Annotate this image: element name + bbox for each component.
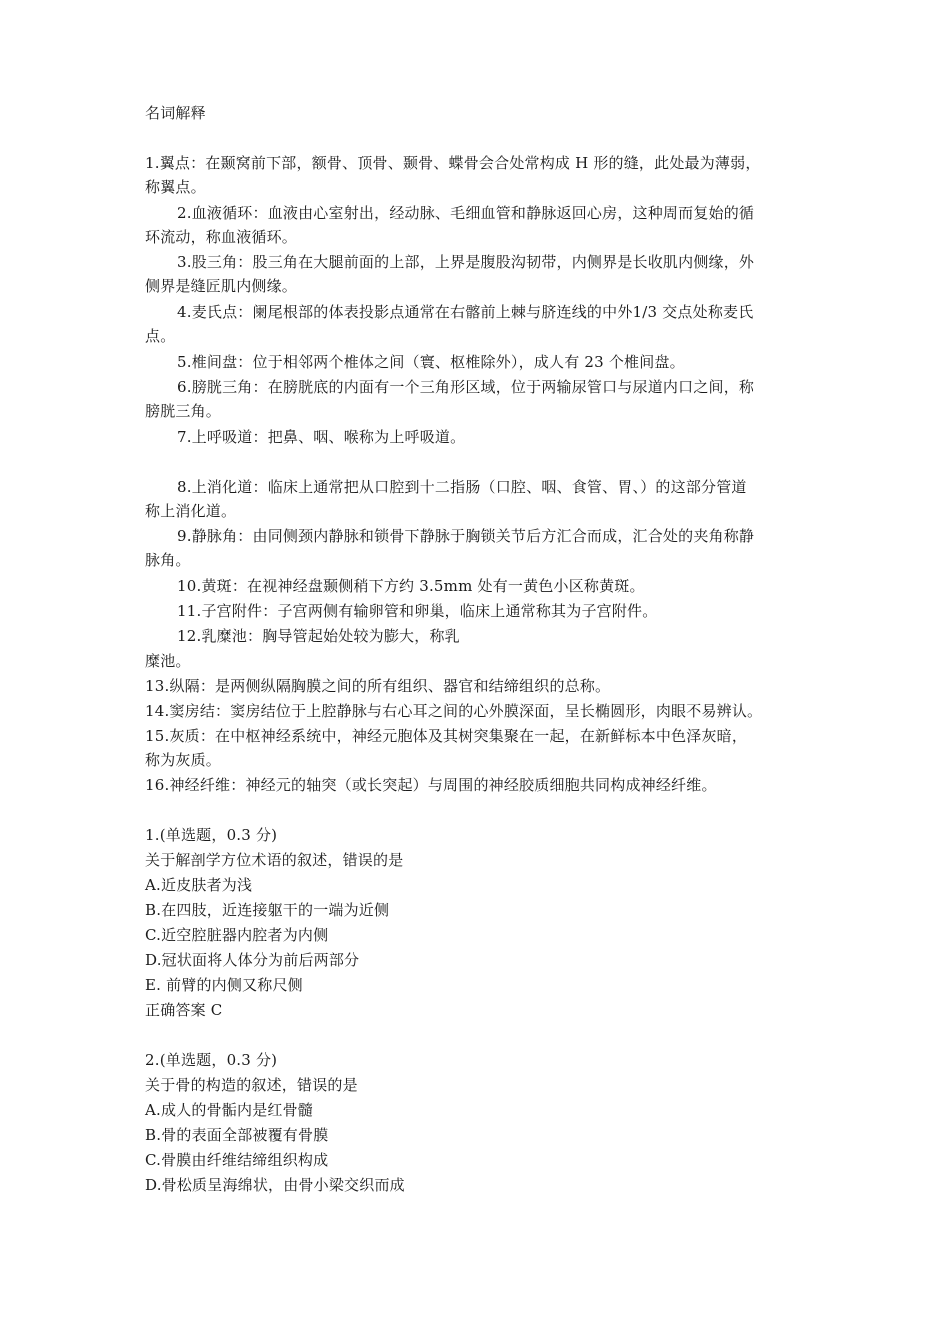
section-title: 名词解释: [145, 104, 206, 122]
definition-2-line-2: 环流动，称血液循环。: [145, 228, 298, 246]
definition-9-line-1: 9.静脉角：由同侧颈内静脉和锁骨下静脉于胸锁关节后方汇合而成，汇合处的夹角称静: [177, 527, 755, 545]
definition-5: 5.椎间盘：位于相邻两个椎体之间（寰、枢椎除外），成人有 23 个椎间盘。: [177, 353, 685, 371]
definition-12-line-1: 12.乳糜池：胸导管起始处较为膨大，称乳: [177, 627, 460, 645]
question-1-option-d: D.冠状面将人体分为前后两部分: [145, 951, 360, 969]
definition-1-line-1: 1.翼点：在颞窝前下部，额骨、顶骨、颞骨、蝶骨会合处常构成 H 形的缝，此处最为薄弱，: [145, 154, 761, 172]
question-1-option-a: A.近皮肤者为浅: [145, 876, 253, 894]
question-1-answer: 正确答案 C: [145, 1001, 223, 1019]
definition-10: 10.黄斑：在视神经盘颞侧稍下方约 3.5mm 处有一黄色小区称黄斑。: [177, 577, 645, 595]
definition-6-line-2: 膀胱三角。: [145, 402, 222, 420]
definition-8-line-1: 8.上消化道：临床上通常把从口腔到十二指肠（口腔、咽、食管、胃、）的这部分管道: [177, 478, 747, 496]
question-2-option-b: B.骨的表面全部被覆有骨膜: [145, 1126, 329, 1144]
question-2-header: 2.(单选题，0.3 分): [145, 1051, 278, 1069]
definition-9-line-2: 脉角。: [145, 551, 191, 569]
definition-13: 13.纵隔：是两侧纵隔胸膜之间的所有组织、器官和结缔组织的总称。: [145, 677, 611, 695]
question-2-stem: 关于骨的构造的叙述，错误的是: [145, 1076, 358, 1094]
question-1-header: 1.(单选题，0.3 分): [145, 826, 278, 844]
question-2-option-d: D.骨松质呈海绵状，由骨小梁交织而成: [145, 1176, 405, 1194]
definition-3-line-1: 3.股三角：股三角在大腿前面的上部，上界是腹股沟韧带，内侧界是长收肌内侧缘，外: [177, 253, 755, 271]
definition-4-line-2: 点。: [145, 327, 176, 345]
question-2-option-a: A.成人的骨骺内是红骨髓: [145, 1101, 314, 1119]
question-1-option-b: B.在四肢，近连接躯干的一端为近侧: [145, 901, 390, 919]
definition-16: 16.神经纤维：神经元的轴突（或长突起）与周围的神经胶质细胞共同构成神经纤维。: [145, 776, 717, 794]
definition-8-line-2: 称上消化道。: [145, 502, 237, 520]
question-2-option-c: C.骨膜由纤维结缔组织构成: [145, 1151, 329, 1169]
definition-14: 14.窦房结：窦房结位于上腔静脉与右心耳之间的心外膜深面，呈长椭圆形，肉眼不易辨认。: [145, 702, 763, 720]
definition-15-line-2: 称为灰质。: [145, 751, 222, 769]
definition-15-line-1: 15.灰质：在中枢神经系统中，神经元胞体及其树突集聚在一起，在新鲜标本中色泽灰暗，: [145, 727, 748, 745]
definition-1-line-2: 称翼点。: [145, 178, 206, 196]
definition-7: 7.上呼吸道：把鼻、咽、喉称为上呼吸道。: [177, 428, 466, 446]
question-1-stem: 关于解剖学方位术语的叙述，错误的是: [145, 851, 404, 869]
question-1-option-e: E. 前臂的内侧又称尺侧: [145, 976, 303, 994]
definition-2-line-1: 2.血液循环：血液由心室射出，经动脉、毛细血管和静脉返回心房，这种周而复始的循: [177, 204, 755, 222]
definition-6-line-1: 6.膀胱三角：在膀胱底的内面有一个三角形区域，位于两输尿管口与尿道内口之间，称: [177, 378, 755, 396]
definition-11: 11.子宫附件：子宫两侧有输卵管和卵巢，临床上通常称其为子宫附件。: [177, 602, 658, 620]
definition-12-line-2: 糜池。: [145, 652, 191, 670]
definition-4-line-1: 4.麦氏点：阑尾根部的体表投影点通常在右髂前上棘与脐连线的中外1/3 交点处称麦氏: [177, 303, 754, 321]
definition-3-line-2: 侧界是缝匠肌内侧缘。: [145, 277, 298, 295]
question-1-option-c: C.近空腔脏器内腔者为内侧: [145, 926, 329, 944]
